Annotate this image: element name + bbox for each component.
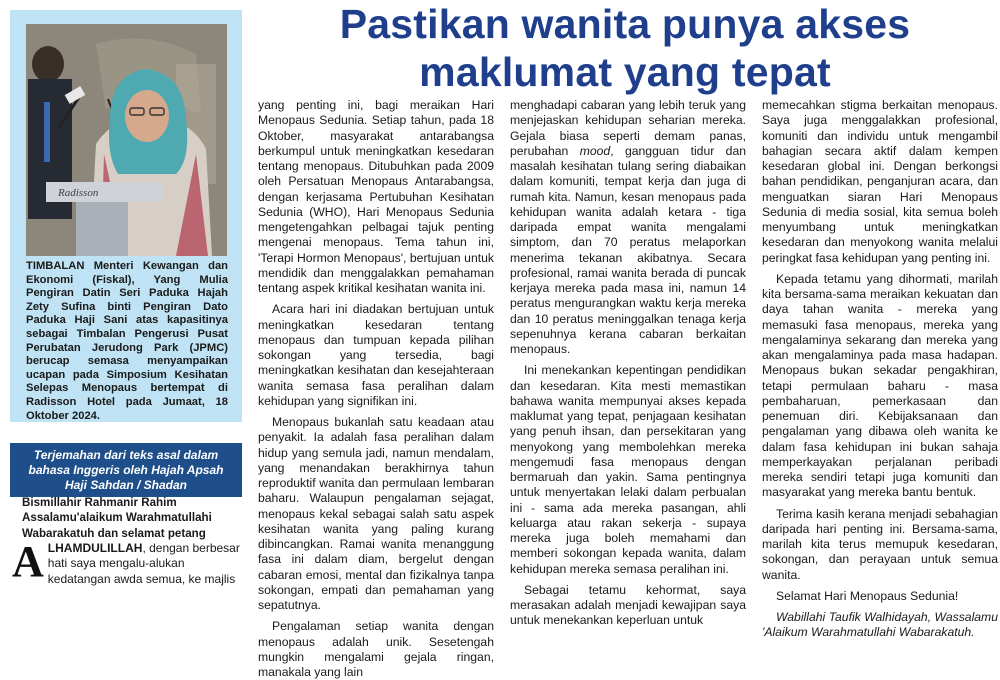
col2-paragraph-1-a: menghadapi cabaran yang lebih teruk yang menjejaskan kehidupan seharian mereka. Gejala biasa seperti demam panas, perubahan	[510, 98, 746, 158]
col3-closing-salutation: Wabillahi Taufik Walhidayah, Wassalamu 'Alaikum Warahmatullahi Wabarakatuh.	[762, 610, 998, 640]
col2-paragraph-3: Sebagai tetamu kehormat, saya merasakan adalah menjadi kewajipan saya untuk menekankan keperluan untuk	[510, 582, 746, 628]
article-column-1	[258, 98, 494, 679]
photo-caption: TIMBALAN Menteri Kewangan dan Ekonomi (Fiskal), Yang Mulia Pengiran Datin Seri Paduka Hajah Zety Sufina binti Pengiran Dato Paduka Haji Sani atas kapasitinya sebagai Timbalan Pengerusi Pusat Perubatan Jerudong Park (JPMC) berucap semasa menyampaikan ucapan pada Simposium Kesihatan Selepas Menopaus bertempat di Radisson Hotel pada Jumaat, 18 Oktober 2024.	[26, 260, 228, 422]
col1-paragraph-3: Menopaus bukanlah satu keadaan atau penyakit. Ia adalah fasa peralihan dalam hidup yang semula jadi, namun mendalam, yang menandakan berakhirnya tahun reproduktif wanita dan permulaan lembaran baharu. Walaupun pengalaman sejagat, menopaus kekal sebagai salah satu aspek kesihatan wanita yang paling kurang dibincangkan. Ramai wanita menanggung fasa ini dalam diam, bergelut dengan cabaran emosi, mental dan fizikalnya tanpa sokongan, empati dan pemahaman yang sepatutnya.	[258, 415, 494, 612]
col1-paragraph-4: Pengalaman setiap wanita dengan menopaus adalah unik. Sesetengah mungkin mengalami gejala ringan, manakala yang lain	[258, 619, 494, 679]
col1-paragraph-2: Acara hari ini diadakan bertujuan untuk meningkatkan kesedaran tentang menopaus dan tumpuan kepada pilihan sokongan yang tersedia, bagi meningkatkan kesihatan dan kesejahteraan wanita semasa fasa peralihan dalam kehidupan yang signifikan ini.	[258, 302, 494, 408]
headline-line-1: Pastikan wanita punya akses	[339, 1, 911, 47]
col1-paragraph-1: yang penting ini, bagi meraikan Hari Menopaus Sedunia. Setiap tahun, pada 18 Oktober, masyarakat antarabangsa berkumpul untuk meningkatkan kesedaran tentang menopaus. Ditubuhkan pada 2009 oleh Persatuan Menopaus Antarabangsa, dengan kerjasama Pertubuhan Kesihatan Sedunia (WHO), Hari Menopaus Sedunia mengetengahkan pelbagai tajuk penting mengenai menopaus. Tema tahun ini, 'Terapi Hormon Menopaus', bertujuan untuk mendidik dan menggalakkan pemahaman tentang aspek kritikal kesihatan wanita ini.	[258, 98, 494, 295]
greeting-line-2: Assalamu'alaikum Warahmatullahi	[22, 511, 212, 525]
opening-greeting	[22, 495, 232, 541]
col2-paragraph-1-b: , gangguan tidur dan masalah kesihatan tulang sering diabaikan dalam komuniti, tempat kerja dan juga di rumah kita. Namun, kesan menopaus pada kehidupan wanita adalah ketara - tiga daripada empat wanita mengalami simptom, dan 70 peratus melaporkan menerima tekanan akibatnya. Secara profesional, ramai wanita berada di puncak kerjaya mereka pada masa ini, namun 14 peratus mengurangkan waktu kerja mereka dan 10 peratus meninggalkan tenaga kerja sepenuhnya kerana cabaran berkaitan menopaus.	[510, 143, 747, 356]
intro-paragraph	[12, 537, 242, 586]
speaker-photo	[26, 24, 227, 256]
col3-paragraph-2: Kepada tetamu yang dihormati, marilah kita bersama-sama meraikan kekuatan dan daya tahan wanita - mereka yang memasuki fasa menopaus, mereka yang mengalaminya sekarang dan mereka yang akan mengalaminya pada masa hadapan. Menopaus bukan sekadar pengakhiran, tetapi permulaan baharu - masa pembaharuan, pemerkasaan dan penemuan diri. Kebijaksanaan dan pengalaman yang dibawa oleh wanita ke dalam fasa kehidupan ini bukan sahaja memperkayakan perjalanan peribadi mereka sendiri tetapi juga komuniti dan masyarakat yang mereka bantu bentuk.	[762, 271, 998, 500]
podium-logo-text: Radisson	[58, 187, 99, 199]
article-column-2	[510, 98, 747, 628]
col3-paragraph-3: Terima kasih kerana menjadi sebahagian daripada hari penting ini. Bersama-sama, marilah kita terus memupuk kesedaran, sokongan, dan perayaan untuk semua wanita.	[762, 506, 998, 582]
speaker-photo-illustration	[26, 24, 227, 256]
col2-mood-word: mood	[579, 143, 611, 158]
greeting-line-1: Bismillahir Rahmanir Rahim	[22, 496, 177, 509]
col3-paragraph-1: memecahkan stigma berkaitan menopaus. Saya juga menggalakkan profesional, komuniti dan individu untuk mengambil bahagian secara aktif dalam kempen kesedaran global ini. Dengan berkongsi bahan pendidikan, penganjuran acara, dan menguatkan siaran Hari Menopaus Sedunia di media sosial, kita semua boleh menyumbang untuk meningkatkan kesedaran dan menyokong wanita melalui peringkat fasa kehidupan yang penting ini.	[762, 98, 998, 265]
col2-paragraph-2: Ini menekankan kepentingan pendidikan dan kesedaran. Kita mesti memastikan bahawa wanita mempunyai akses kepada maklumat yang tepat, penjagaan kesihatan yang penuh ihsan, dan persekitaran yang menyokong yang membolehkan mereka mengemudi fasa menopaus dengan bermaruah dan yakin. Sama pentingnya untuk menyertakan lelaki dalam perbualan ini - sama ada mereka pasangan, ahli keluarga atau rakan sekerja - supaya mereka juga boleh memahami dan memberi sokongan kepada wanita, dalam kehidupan mereka semasa peralihan ini.	[510, 363, 746, 576]
photo-caption-panel	[10, 10, 242, 422]
translation-credit: Terjemahan dari teks asal dalam bahasa Inggeris oleh Hajah Apsah Haji Sahdan / Shadan	[10, 443, 242, 497]
greeting-line-3: Wabarakatuh dan selamat petang	[22, 526, 206, 540]
intro-text: , dengan berbesar hati saya mengalu-alukan kedatangan awda semua, ke majlis	[47, 541, 240, 586]
intro-lead-word: LHAMDULILLAH	[47, 541, 143, 555]
article-column-3	[762, 98, 998, 640]
article-headline	[250, 0, 1000, 96]
headline-line-2: maklumat yang tepat	[419, 49, 831, 95]
col2-paragraph-1	[510, 98, 746, 357]
col3-paragraph-4: Selamat Hari Menopaus Sedunia!	[776, 588, 959, 603]
drop-cap: A	[12, 537, 44, 586]
